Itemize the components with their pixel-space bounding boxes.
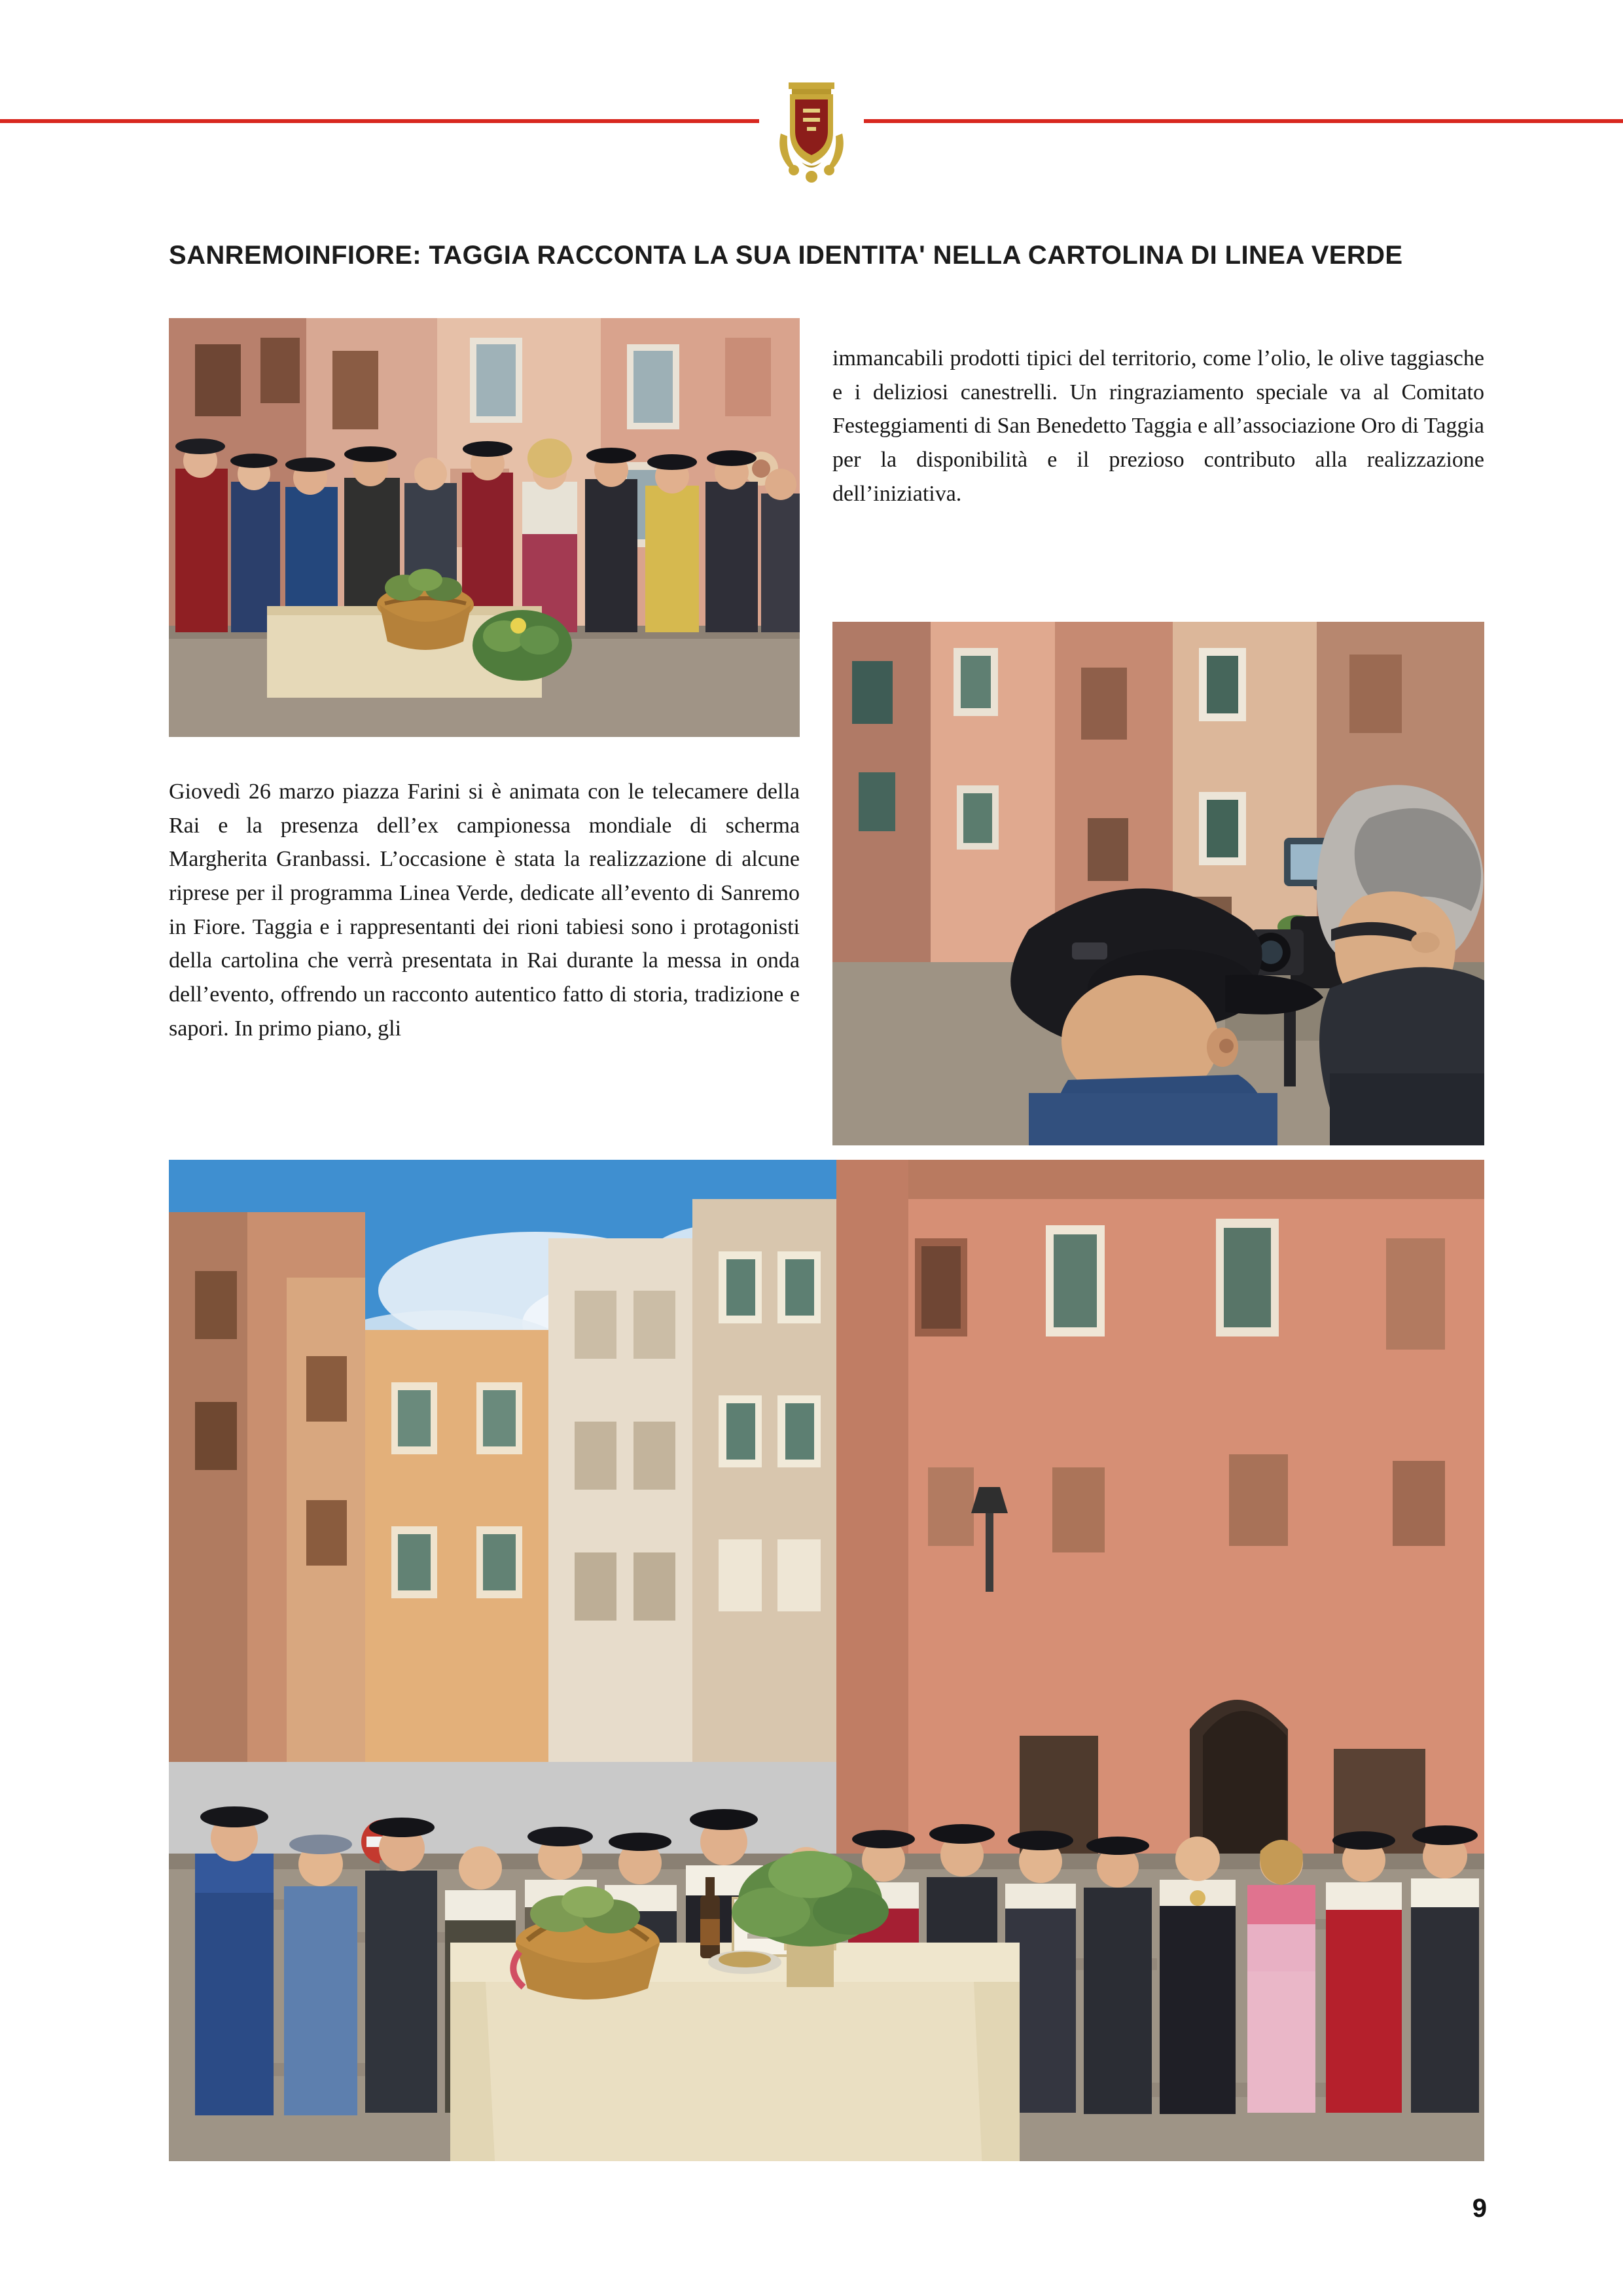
article-paragraph-right: immancabili prodotti tipici del territorio, come l’olio, le olive taggiasche e i deliziosi canestrelli. Un ringraziamento speciale va al Comitato Festeggiamenti di San Benedetto Taggia e all’associazione Oro di Taggia per la disponibilità e il prezioso contributo alla realizzazione dell’iniziativa. — [832, 346, 1484, 506]
article-paragraph-left: Giovedì 26 marzo piazza Farini si è animata con le telecamere della Rai e la presenza dell’ex campionessa mondiale di scherma Margherita Granbassi. L’occasione è stata la realizzazione di alcune riprese per il programma Linea Verde, dedicate all’evento di Sanremo in Fiore. Taggia e i rappresentanti dei rioni tabiesi sono i protagonisti della cartolina che verrà presentata in Rai durante la messa in onda dell’evento, offrendo un racconto autentico fatto di storia, tradizione e sapori. In primo piano, gli — [169, 780, 800, 1041]
page-number: 9 — [1472, 2194, 1487, 2223]
photo-filming-crew — [832, 622, 1484, 1145]
page-title: SANREMOINFIORE: TAGGIA RACCONTA LA SUA IDENTITA' NELLA CARTOLINA DI LINEA VERDE — [169, 240, 1403, 270]
coat-of-arms-icon — [759, 71, 864, 202]
photo-ceremony-crowd — [169, 318, 800, 737]
photo-group-piazza — [169, 1160, 1484, 2161]
